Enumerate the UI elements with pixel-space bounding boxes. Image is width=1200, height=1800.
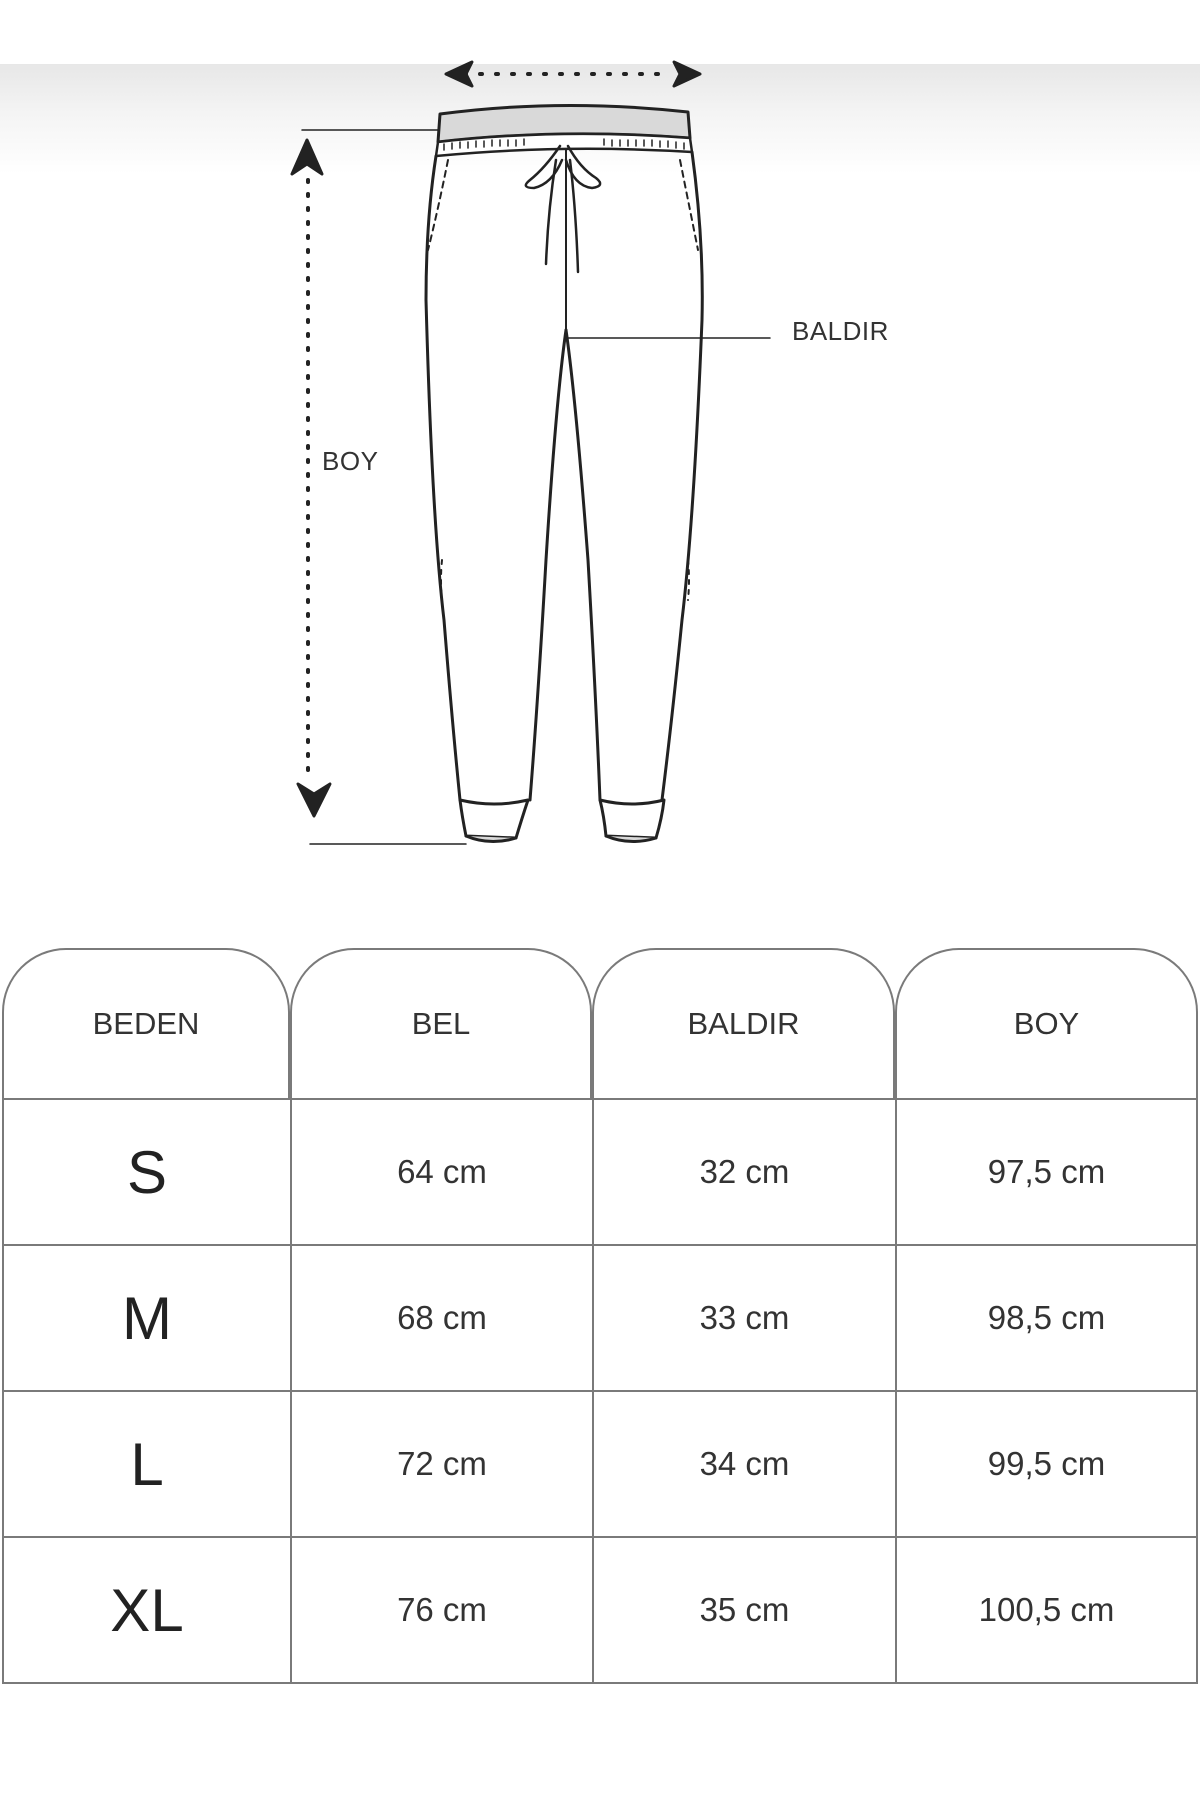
boy-cell: 98,5 cm bbox=[895, 1246, 1198, 1390]
boy-cell: 99,5 cm bbox=[895, 1392, 1198, 1536]
bel-cell: 68 cm bbox=[290, 1246, 592, 1390]
waistband bbox=[436, 105, 692, 156]
boy-label: BOY bbox=[322, 446, 379, 476]
header-baldir: BALDIR bbox=[592, 948, 895, 1098]
header-boy: BOY bbox=[895, 948, 1198, 1098]
size-cell: S bbox=[2, 1100, 290, 1244]
table-header-row bbox=[2, 948, 1198, 1100]
size-table bbox=[2, 948, 1198, 1684]
baldir-cell: 34 cm bbox=[592, 1392, 895, 1536]
drawstring bbox=[526, 146, 600, 272]
length-arrow bbox=[292, 140, 330, 816]
header-bel: BEL bbox=[290, 948, 592, 1098]
pants-outline bbox=[426, 150, 702, 800]
table-row bbox=[2, 1392, 1198, 1538]
bel-cell: 64 cm bbox=[290, 1100, 592, 1244]
baldir-cell: 32 cm bbox=[592, 1100, 895, 1244]
table-row bbox=[2, 1100, 1198, 1246]
baldir-cell: 33 cm bbox=[592, 1246, 895, 1390]
table-row bbox=[2, 1538, 1198, 1684]
boy-cell: 100,5 cm bbox=[895, 1538, 1198, 1682]
bel-cell: 76 cm bbox=[290, 1538, 592, 1682]
bel-cell: 72 cm bbox=[290, 1392, 592, 1536]
baldir-cell: 35 cm bbox=[592, 1538, 895, 1682]
left-cuff bbox=[460, 800, 528, 842]
size-cell: XL bbox=[2, 1538, 290, 1682]
header-beden: BEDEN bbox=[2, 948, 290, 1098]
right-cuff bbox=[600, 800, 664, 842]
waist-width-arrow bbox=[446, 62, 700, 86]
size-cell: L bbox=[2, 1392, 290, 1536]
table-row bbox=[2, 1246, 1198, 1392]
boy-cell: 97,5 cm bbox=[895, 1100, 1198, 1244]
baldir-label: BALDIR bbox=[792, 316, 889, 346]
size-cell: M bbox=[2, 1246, 290, 1390]
